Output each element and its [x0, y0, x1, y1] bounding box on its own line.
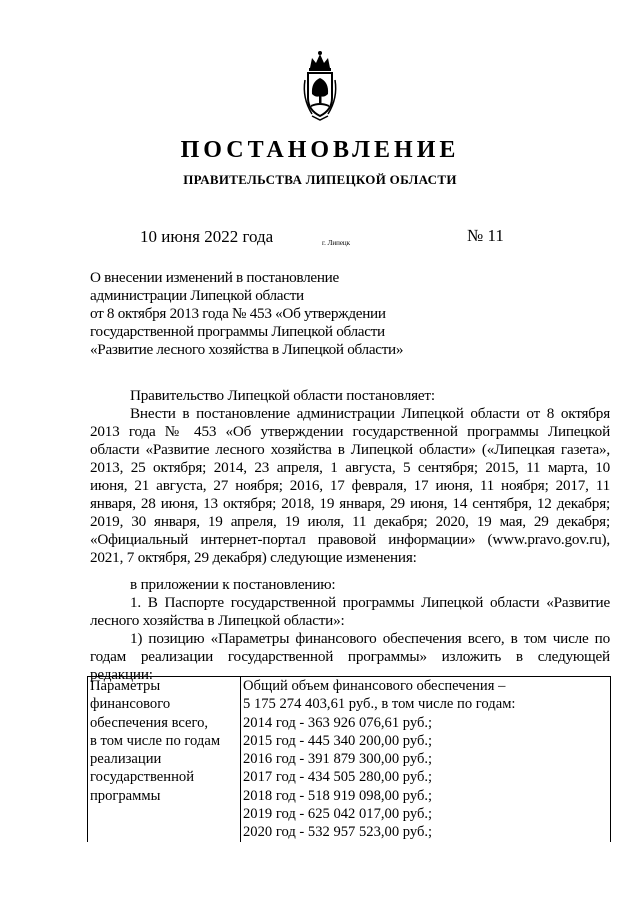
paragraph-main [90, 405, 610, 567]
paragraph-line: июня, 21 августа, 27 ноября; 2016, 17 февраля, 17 июня, 11 ноября; 2017, 11 [90, 477, 610, 494]
cell-line: 2016 год - 391 879 300,00 руб.; [243, 751, 433, 768]
item-1 [90, 594, 610, 630]
paragraph-line: 2021, 7 октября, 29 декабря) следующие изменения: [90, 549, 417, 566]
document-city: г. Липецк [322, 239, 351, 247]
document-subtitle: ПРАВИТЕЛЬСТВА ЛИПЕЦКОЙ ОБЛАСТИ [183, 172, 457, 187]
cell-line: 2017 год - 434 505 280,00 руб.; [243, 769, 433, 786]
parameters-table [87, 676, 611, 842]
subject-line: от 8 октября 2013 года № 453 «Об утверждении [90, 305, 386, 322]
cell-line: реализации [90, 751, 162, 768]
paragraph-line: области «Развитие лесного хозяйства в Липецкой области» («Липецкая газета», [90, 441, 610, 458]
paragraph-line: 2013, 25 октября; 2014, 23 апреля, 1 августа, 5 сентября; 2015, 11 марта, 10 [90, 459, 610, 476]
subject-line: государственной программы Липецкой области [90, 323, 385, 340]
cell-line: Общий объем финансового обеспечения – [243, 678, 506, 694]
item-line: 1) позицию «Параметры финансового обеспечения всего, в том числе по [130, 630, 610, 647]
document-title: ПОСТАНОВЛЕНИЕ [180, 137, 460, 163]
paragraph-line: 2013 года № 453 «Об утверждении государственной программы Липецкой [90, 423, 610, 440]
decree-line: Правительство Липецкой области постановляет: [130, 387, 435, 404]
item-line: лесного хозяйства в Липецкой области»: [90, 612, 345, 629]
cell-line: финансового [90, 696, 171, 713]
cell-line: 2014 год - 363 926 076,61 руб.; [243, 714, 433, 731]
subject-line: О внесении изменений в постановление [90, 269, 339, 286]
item-line: 1. В Паспорте государственной программы Липецкой области «Развитие [130, 594, 610, 611]
cell-line: 2015 год - 445 340 200,00 руб.; [243, 732, 433, 749]
table-cell-value [241, 677, 611, 842]
subject-line: «Развитие лесного хозяйства в Липецкой области» [90, 341, 404, 358]
cell-line: программы [90, 787, 161, 804]
paragraph-line: «Официальный интернет-портал правовой информации» (www.pravo.gov.ru), [90, 531, 610, 548]
cell-line: 2018 год - 518 919 098,00 руб.; [243, 787, 433, 804]
paragraph-line: января, 28 июня, 13 октября; 2018, 19 января, 29 июня, 14 сентября, 12 декабря; [90, 495, 610, 512]
cell-line: обеспечения всего, [90, 714, 209, 731]
cell-line: в том числе по годам [90, 732, 221, 749]
document-subject [90, 269, 403, 359]
cell-line: 5 175 274 403,61 руб., в том числе по годам: [243, 696, 516, 713]
paragraph-line: Внести в постановление администрации Липецкой области от 8 октября [130, 405, 610, 422]
annex-line: в приложении к постановлению: [130, 576, 336, 593]
document-body [90, 387, 610, 684]
document-date: 10 июня 2022 года [140, 227, 274, 246]
coat-of-arms-icon [300, 50, 340, 122]
document-number: № 11 [467, 226, 504, 245]
table-cell-label [88, 677, 241, 842]
paragraph-line: 2019, 30 января, 19 апреля, 19 июля, 11 декабря; 2020, 19 мая, 29 декабря; [90, 513, 610, 530]
cell-line: 2019 год - 625 042 017,00 руб.; [243, 806, 433, 823]
cell-line: 2020 год - 532 957 523,00 руб.; [243, 824, 433, 841]
subject-line: администрации Липецкой области [90, 287, 304, 304]
item-line: годам реализации государственной программы» изложить в следующей [90, 648, 610, 665]
item-line: редакции: [90, 666, 153, 683]
table-row [88, 677, 611, 842]
cell-line: государственной [90, 769, 195, 786]
cell-line: Параметры [90, 678, 161, 694]
